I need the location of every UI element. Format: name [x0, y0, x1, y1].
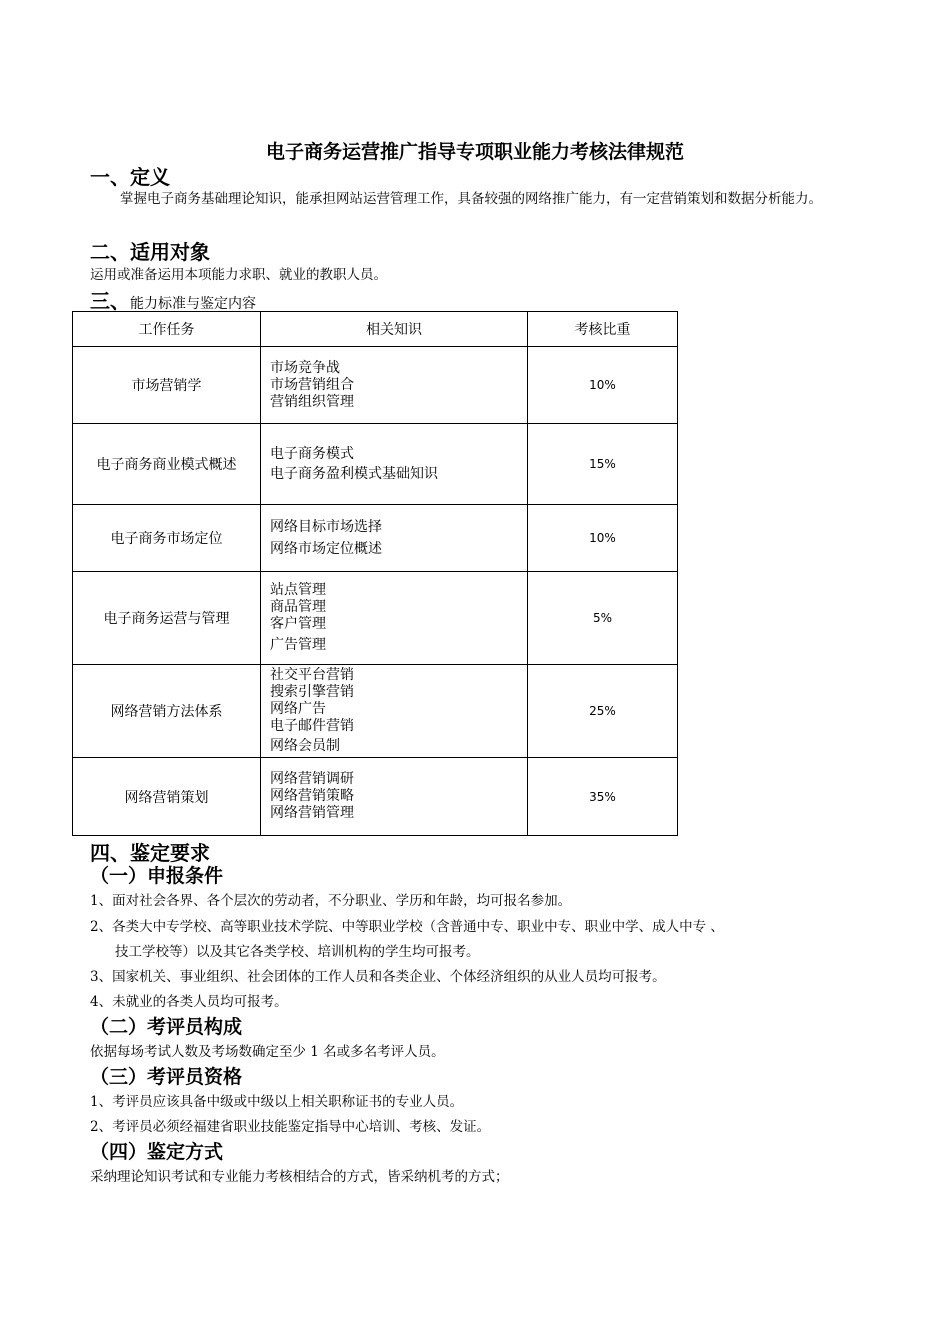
- task-cell: 电子商务商业模式概述: [73, 424, 261, 505]
- weight-cell: 10%: [528, 347, 678, 424]
- weight-cell: 15%: [528, 424, 678, 505]
- section-heading-standards: [90, 285, 256, 314]
- knowledge-item: 商品管理: [270, 599, 326, 615]
- list-item: 2、考评员必须经福建省职业技能鉴定指导中心培训、考核、发证。: [90, 1119, 491, 1135]
- section-heading-text: 能力标准与鉴定内容: [130, 296, 256, 312]
- table-row: [73, 505, 678, 572]
- section-heading-requirements: 四、鉴定要求: [90, 841, 210, 865]
- knowledge-item: 营销组织管理: [270, 393, 354, 410]
- knowledge-item: 网络营销调研: [270, 771, 354, 787]
- assessment-method-text: 采纳理论知识考试和专业能力考核相结合的方式，皆采纳机考的方式；: [90, 1169, 509, 1185]
- weight-cell: 10%: [528, 505, 678, 572]
- knowledge-item: 站点管理: [270, 582, 326, 598]
- list-item: 4、未就业的各类人员均可报考。: [90, 994, 288, 1010]
- section-heading-number: 三、: [90, 289, 130, 313]
- task-cell: 电子商务市场定位: [73, 505, 261, 572]
- section-heading-definition: 一、定义: [90, 165, 170, 189]
- knowledge-item: 网络营销策略: [270, 788, 354, 804]
- knowledge-item: 市场竞争战: [270, 359, 340, 376]
- task-cell: 网络营销方法体系: [73, 665, 261, 758]
- list-item: 技工学校等）以及其它各类学校、培训机构的学生均可报考。: [115, 944, 480, 960]
- subsection-heading-assessment-method: （四）鉴定方式: [90, 1141, 224, 1163]
- knowledge-item: 客户管理: [270, 616, 326, 632]
- task-cell: 电子商务运营与管理: [73, 572, 261, 665]
- subsection-heading-examiner-qualification: （三）考评员资格: [90, 1066, 243, 1088]
- task-cell: 市场营销学: [73, 347, 261, 424]
- knowledge-item: 市场营销组合: [270, 376, 354, 393]
- knowledge-item: 网络市场定位概述: [270, 541, 382, 557]
- list-item: 1、面对社会各界、各个层次的劳动者，不分职业、学历和年龄，均可报名参加。: [90, 893, 572, 909]
- ability-standard-table: [72, 311, 678, 836]
- knowledge-cell: [261, 665, 528, 758]
- column-header-knowledge: 相关知识: [261, 312, 528, 347]
- list-item: 3、国家机关、事业组织、社会团体的工作人员和各类企业、个体经济组织的从业人员均可报考。: [90, 969, 666, 985]
- knowledge-item: 电子商务模式: [270, 446, 354, 462]
- task-cell: 网络营销策划: [73, 758, 261, 836]
- subsection-heading-examiner-composition: （二）考评员构成: [90, 1016, 243, 1038]
- table-row: [73, 424, 678, 505]
- knowledge-item: 网络目标市场选择: [270, 519, 382, 535]
- column-header-task: 工作任务: [73, 312, 261, 347]
- table-header-row: [73, 312, 678, 347]
- knowledge-item: 网络营销管理: [270, 805, 354, 821]
- table-row: [73, 572, 678, 665]
- section-heading-target: 二、适用对象: [90, 240, 210, 264]
- table-row: [73, 347, 678, 424]
- knowledge-cell: [261, 505, 528, 572]
- table-row: [73, 665, 678, 758]
- knowledge-item: 电子邮件营销: [270, 718, 354, 734]
- weight-cell: 35%: [528, 758, 678, 836]
- knowledge-item: 搜索引擎营销: [270, 684, 354, 700]
- table-row: [73, 758, 678, 836]
- knowledge-item: 电子商务盈利模式基础知识: [270, 466, 438, 482]
- knowledge-item: 网络广告: [270, 701, 326, 717]
- knowledge-cell: [261, 758, 528, 836]
- list-item: 1、考评员应该具备中级或中级以上相关职称证书的专业人员。: [90, 1094, 464, 1110]
- knowledge-cell: [261, 424, 528, 505]
- subsection-heading-application: （一）申报条件: [90, 865, 224, 887]
- definition-text: 掌握电子商务基础理论知识，能承担网站运营管理工作，具备较强的网络推广能力，有一定营销策划和数据分析能力。: [120, 191, 822, 207]
- document-title: 电子商务运营推广指导专项职业能力考核法律规范: [265, 141, 684, 163]
- knowledge-cell: [261, 572, 528, 665]
- list-item: 2、各类大中专学校、高等职业技术学院、中等职业学校（含普通中专、职业中专、职业中学、成人中专 、: [90, 919, 724, 935]
- knowledge-item: 广告管理: [270, 637, 326, 653]
- target-text: 运用或准备运用本项能力求职、就业的教职人员。: [90, 267, 387, 283]
- weight-cell: 25%: [528, 665, 678, 758]
- examiner-composition-text: 依据每场考试人数及考场数确定至少 1 名或多名考评人员。: [90, 1044, 445, 1060]
- column-header-weight: 考核比重: [528, 312, 678, 347]
- knowledge-cell: [261, 347, 528, 424]
- knowledge-item: 社交平台营销: [270, 667, 354, 683]
- knowledge-item: 网络会员制: [270, 738, 340, 754]
- weight-cell: 5%: [528, 572, 678, 665]
